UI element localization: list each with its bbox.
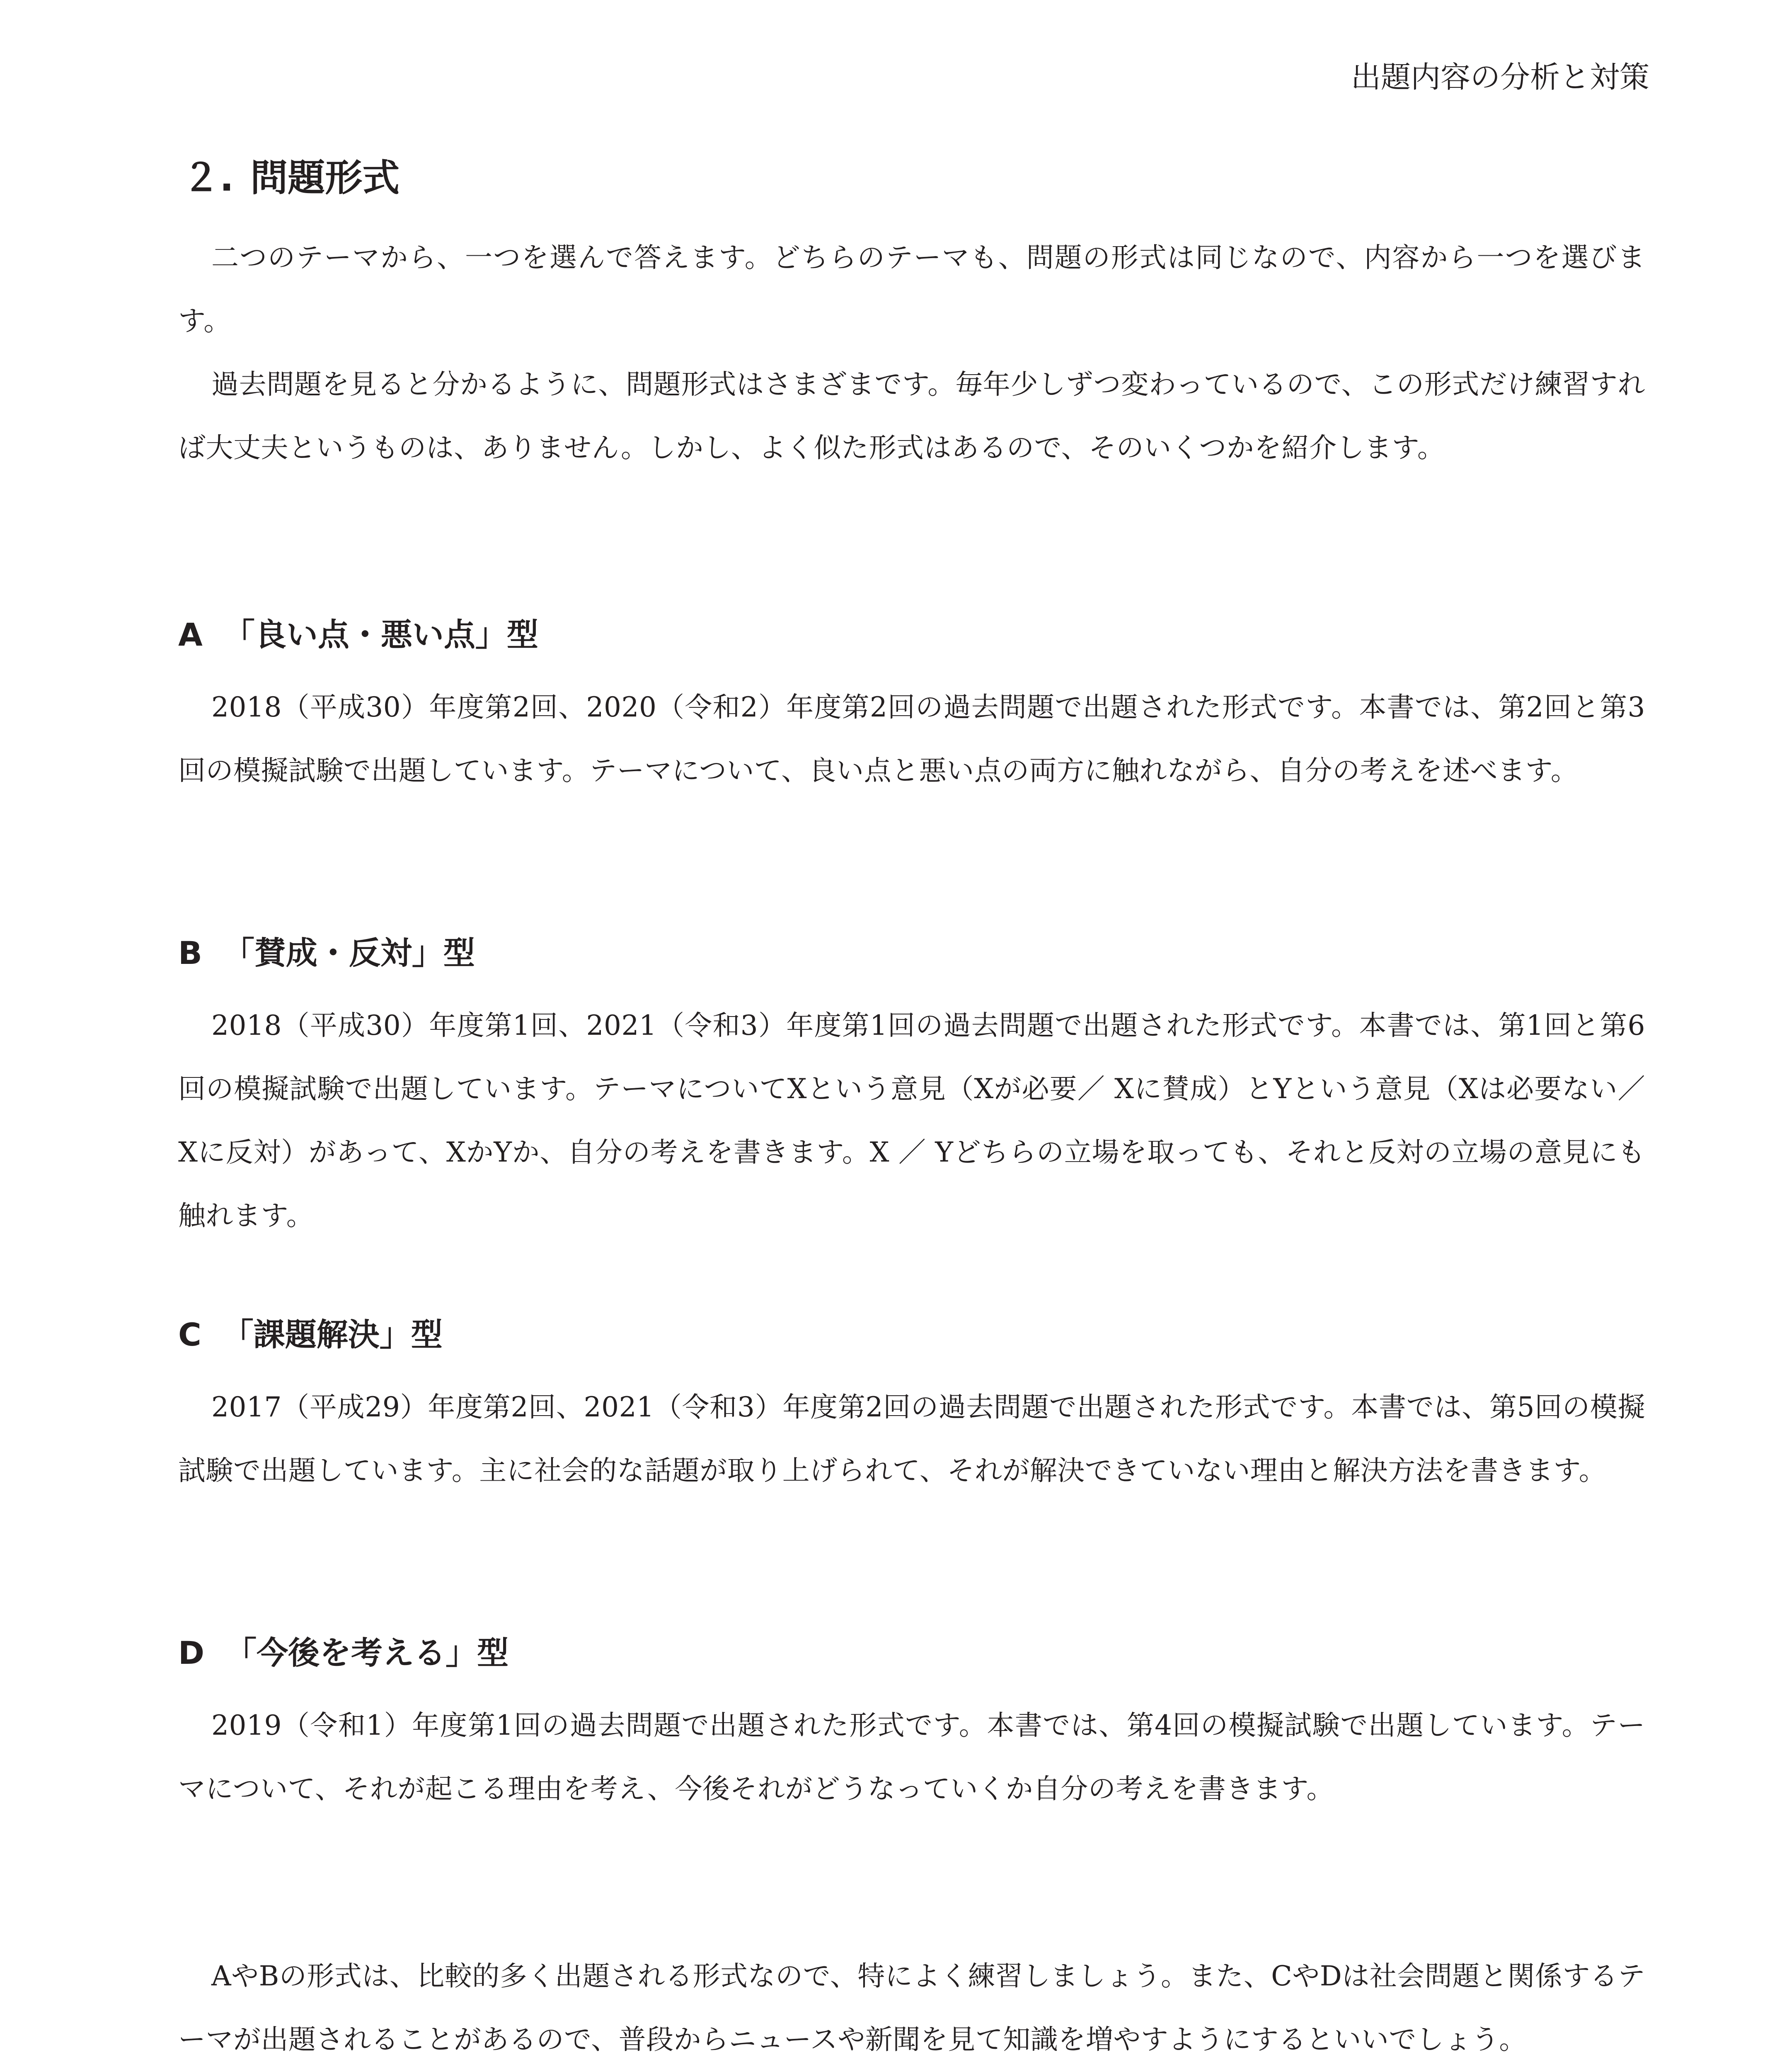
format-d-title	[178, 1634, 509, 1671]
format-a-body: 2018（平成30）年度第2回、2020（令和2）年度第2回の過去問題で出題された形式です。本書では、第2回と第3回の模擬試験で出題しています。テーマについて、良い点と悪い点の両方に触れながら、自分の考えを述べます。	[178, 691, 1645, 787]
running-header: 出題内容の分析と対策	[1351, 60, 1649, 94]
closing-paragraph: AやBの形式は、比較的多く出題される形式なので、特によく練習しましょう。また、CやDは社会問題と関係するテーマが出題されることがあるので、普段からニュースや新聞を見て知識を増やすようにするといいでしょう。	[178, 1960, 1645, 2055]
format-b-body: 2018（平成30）年度第1回、2021（令和3）年度第1回の過去問題で出題された形式です。本書では、第1回と第6回の模擬試験で出題しています。テーマについてXという意見（Xが必要／ Xに賛成）とYという意見（Xは必要ない／ Xに反対）があって、XかYか、自分の考えを書きます。X ／ Yどちらの立場を取っても、それと反対の立場の意見にも触れます。	[178, 1009, 1645, 1232]
format-c-body: 2017（平成29）年度第2回、2021（令和3）年度第2回の過去問題で出題された形式です。本書では、第5回の模擬試験で出題しています。主に社会的な話題が取り上げられて、それが解決できていない理由と解決方法を書きます。	[178, 1391, 1645, 1486]
format-d-letter: D	[178, 1634, 205, 1671]
format-d-body: 2019（令和1）年度第1回の過去問題で出題された形式です。本書では、第4回の模擬試験で出題しています。テーマについて、それが起こる理由を考え、今後それがどうなっていくか自分の考えを書きます。	[178, 1709, 1645, 1805]
format-b-title-text: 「賛成・反対」型	[223, 934, 475, 971]
format-d-title-text: 「今後を考える」型	[225, 1634, 509, 1671]
format-c-letter: C	[178, 1316, 201, 1353]
format-c-title-text: 「課題解決」型	[222, 1316, 443, 1353]
section-title	[182, 156, 400, 200]
format-b-letter: B	[178, 934, 202, 971]
format-a-letter: A	[178, 616, 203, 653]
format-b-title	[178, 934, 475, 971]
format-a-title-text: 「良い点・悪い点」型	[223, 616, 538, 653]
intro-paragraph-2: 過去問題を見ると分かるように、問題形式はさまざまです。毎年少しずつ変わっているので、この形式だけ練習すれば大丈夫というものは、ありません。しかし、よく似た形式はあるので、そのいくつかを紹介します。	[178, 368, 1645, 464]
section-title-text: 問題形式	[250, 156, 400, 200]
format-a-title	[178, 616, 538, 653]
section-number: ２.	[182, 156, 234, 200]
intro-paragraph-1: 二つのテーマから、一つを選んで答えます。どちらのテーマも、問題の形式は同じなので、内容から一つを選びます。	[178, 242, 1645, 337]
format-c-title	[178, 1316, 443, 1353]
